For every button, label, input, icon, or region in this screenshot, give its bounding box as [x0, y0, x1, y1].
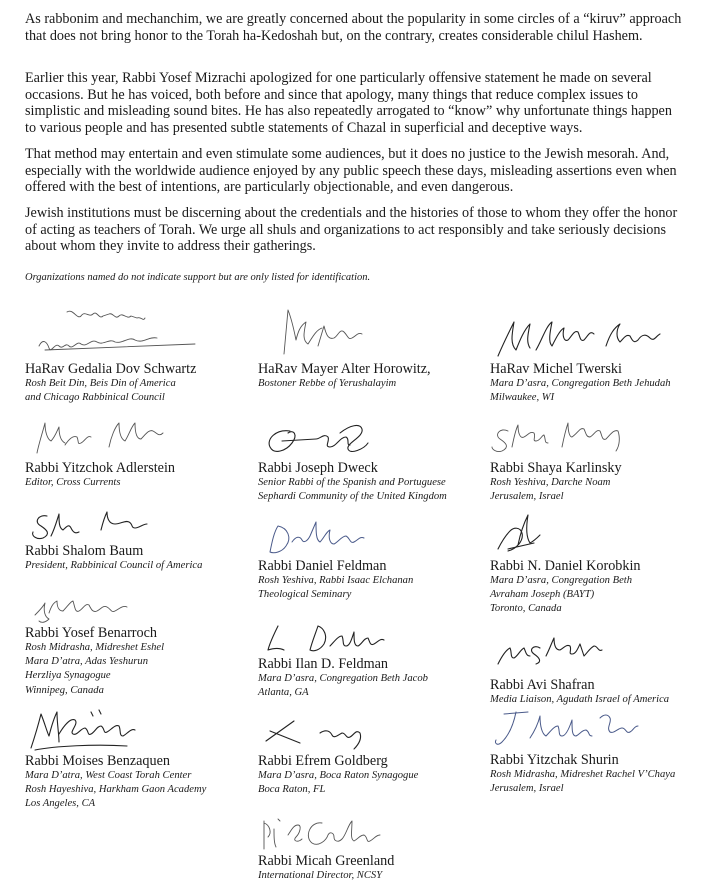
- signatory-title: Mara D’asra, Congregation Beth Jehudah Milwaukee, WI: [490, 378, 671, 404]
- signature-image: [258, 620, 438, 656]
- signatory-name: Rabbi Yitzchok Adlerstein: [25, 460, 175, 476]
- signatory-name: Rabbi Yosef Benarroch: [25, 625, 158, 641]
- signatory-name: Rabbi Efrem Goldberg: [258, 753, 388, 769]
- signatory-title: President, Rabbinical Council of America: [25, 560, 203, 571]
- signatory-title: Rosh Yeshiva, Rabbi Isaac Elchanan Theological Seminary: [258, 575, 414, 601]
- paragraph-4: Jewish institutions must be discerning about the credentials and the histories of those to whom they offer the honor of acting as teachers of Torah. We urge all shuls and organizations to act responsibly and take seriously decisions about whom they invite to address their gatherings.: [25, 205, 678, 255]
- signature-image: [258, 813, 438, 853]
- signature-image: [490, 306, 680, 361]
- signatory-name: Rabbi Avi Shafran: [490, 677, 595, 693]
- signatory-title: Senior Rabbi of the Spanish and Portuguese Sephardi Community of the United Kingdom: [258, 477, 447, 503]
- signatory-name: HaRav Michel Twerski: [490, 361, 622, 377]
- signatory-title: Editor, Cross Currents: [25, 477, 121, 488]
- signature-image: [258, 516, 438, 558]
- signatory-title: Rosh Beit Din, Beis Din of America and Chicago Rabbinical Council: [25, 378, 176, 404]
- signatory-name: Rabbi Yitzchak Shurin: [490, 752, 619, 768]
- paragraph-1: As rabbonim and mechanchim, we are greatly concerned about the popularity in some circles of a “kiruv” approach that does not bring honor to the Torah ha-Kedoshah but, on the contrary, creates considerable chilul Hashem.: [25, 11, 682, 44]
- signatory-name: Rabbi Joseph Dweck: [258, 460, 378, 476]
- signature-image: [25, 417, 205, 457]
- signature-image: [25, 306, 205, 361]
- disclaimer: Organizations named do not indicate support but are only listed for identification.: [25, 272, 371, 283]
- signature-image: [490, 708, 680, 752]
- signatory-title: Mara D’asra, Congregation Beth Avraham Joseph (BAYT) Toronto, Canada: [490, 575, 633, 615]
- signatory-name: Rabbi Moises Benzaquen: [25, 753, 170, 769]
- signature-image: [258, 417, 438, 457]
- signatory-title: Mara D’asra, Congregation Beth Jacob Atlanta, GA: [258, 673, 428, 699]
- signatory-name: Rabbi Ilan D. Feldman: [258, 656, 389, 672]
- signature-image: [490, 509, 610, 557]
- signatory-title: Rosh Yeshiva, Darche Noam Jerusalem, Israel: [490, 477, 611, 503]
- signatory-name: Rabbi Daniel Feldman: [258, 558, 387, 574]
- signatory-name: Rabbi N. Daniel Korobkin: [490, 558, 641, 574]
- signature-image: [25, 704, 205, 754]
- signatory-title: Mara D’atra, West Coast Torah Center Rosh Hayeshiva, Harkham Gaon Academy Los Angeles, CA: [25, 770, 207, 810]
- paragraph-3: That method may entertain and even stimulate some audiences, but it does no justice to the Jewish mesorah. And, especially with the worldwide audience enjoyed by any public speech these days, misleading assertions even when offered with the best of intentions, are particularly objectionable, and even dangerous.: [25, 146, 677, 196]
- signatory-name: HaRav Mayer Alter Horowitz,: [258, 361, 431, 377]
- signatory-title: Rosh Midrasha, Midreshet Rachel V’Chaya Jerusalem, Israel: [490, 769, 676, 795]
- signature-image: [490, 634, 680, 670]
- signatory-name: Rabbi Shaya Karlinsky: [490, 460, 622, 476]
- signature-image: [258, 306, 438, 361]
- signatory-title: International Director, NCSY: [258, 870, 383, 881]
- signature-image: [490, 417, 680, 457]
- signatory-title: Bostoner Rebbe of Yerushalayim: [258, 378, 397, 389]
- paragraph-2: Earlier this year, Rabbi Yosef Mizrachi apologized for one particularly offensive statement he made on several occasions. But he has voiced, both before and since that apology, many things that reduce complex issues to simplistic and misleading sound bites. He has also repeatedly arrogated to “know” why unfortunate things happen to various people and has presented subtle statements of Chazal in superficial and deceptive ways.: [25, 70, 672, 137]
- signatory-name: Rabbi Micah Greenland: [258, 853, 395, 869]
- signatory-title: Mara D’asra, Boca Raton Synagogue Boca Raton, FL: [258, 770, 419, 796]
- signatory-title: Rosh Midrasha, Midreshet Eshel Mara D’atra, Adas Yeshurun Herzliya Synagogue Winnipeg, Canada: [25, 642, 165, 696]
- signature-image: [25, 508, 205, 544]
- signatory-name: Rabbi Shalom Baum: [25, 543, 144, 559]
- signatory-name: HaRav Gedalia Dov Schwartz: [25, 361, 197, 377]
- signatory-title: Media Liaison, Agudath Israel of America: [490, 694, 670, 705]
- signature-image: [258, 713, 438, 753]
- signature-image: [25, 593, 205, 625]
